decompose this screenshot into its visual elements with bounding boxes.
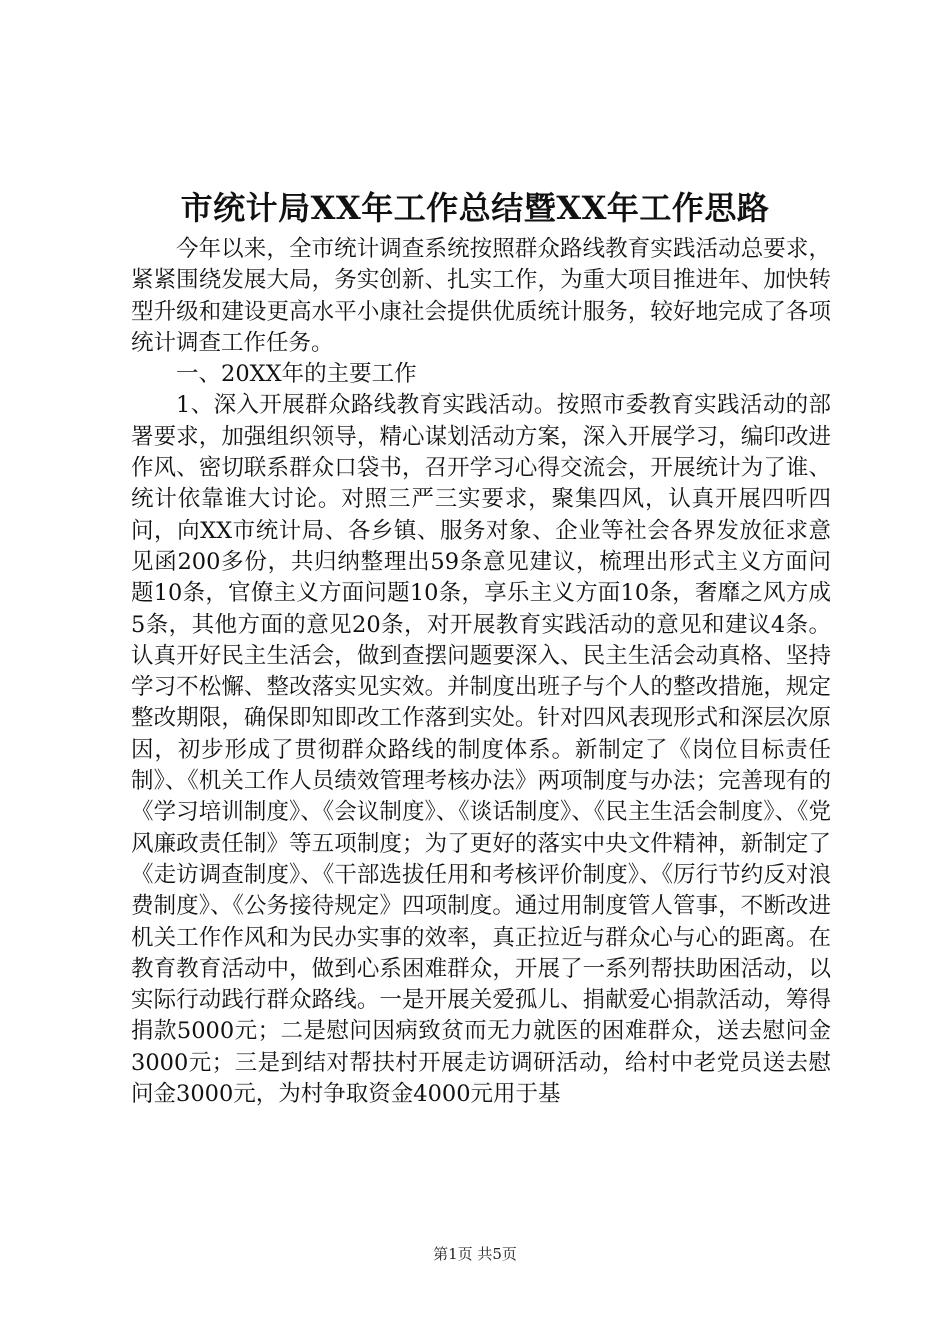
section-heading: 一、20XX年的主要工作 (176, 361, 417, 388)
intro-paragraph: 今年以来，全市统计调查系统按照群众路线教育实践活动总要求，紧紧围绕发展大局，务实创新、扎实工作，为重大项目推进年、加快转型升级和建设更高水平小康社会提供优质统计服务，较好地完成了各项统计调查工作任务。 (131, 236, 831, 356)
document-body (131, 234, 831, 1110)
document-title: 市统计局XX年工作总结暨XX年工作思路 (180, 189, 770, 227)
body-paragraph: 1、深入开展群众路线教育实践活动。按照市委教育实践活动的部署要求，加强组织领导，精心谋划活动方案，深入开展学习，编印改进作风、密切联系群众口袋书，召开学习心得交流会，开展统计为了谁、统计依靠谁大讨论。对照三严三实要求，聚集四风，认真开展四听四问，向XX市统计局、各乡镇、服务对象、企业等社会各界发放征求意见函200多份，共归纳整理出59条意见建议，梳理出形式主义方面问题10条，官僚主义方面问题10条，享乐主义方面10条，奢靡之风方成5条，其他方面的意见20条，对开展教育实践活动的意见和建议4条。认真开好民主生活会，做到查摆问题要深入、民主生活会动真格、坚持学习不松懈、整改落实见实效。并制度出班子与个人的整改措施，规定整改期限，确保即知即改工作落到实处。针对四风表现形式和深层次原因，初步形成了贯彻群众路线的制度体系。新制定了《岗位目标责任制》、《机关工作人员绩效管理考核办法》两项制度与办法；完善现有的《学习培训制度》、《会议制度》、《谈话制度》、《民主生活会制度》、《党风廉政责任制》等五项制度；为了更好的落实中央文件精神，新制定了《走访调查制度》、《干部选拔任用和考核评价制度》、《厉行节约反对浪费制度》、《公务接待规定》四项制度。通过用制度管人管事，不断改进机关工作作风和为民办实事的效率，真正拉近与群众心与心的距离。在教育教育活动中，做到心系困难群众，开展了一系列帮扶助困活动，以实际行动践行群众路线。一是开展关爱孤儿、捐献爱心捐款活动，筹得捐款5000元；二是慰问因病致贫而无力就医的困难群众，送去慰问金3000元；三是到结对帮扶村开展走访调研活动，给村中老党员送去慰问金3000元，为村争取资金4000元用于基 (131, 392, 831, 1108)
page-footer: 第1页 共5页 (433, 1245, 517, 1263)
